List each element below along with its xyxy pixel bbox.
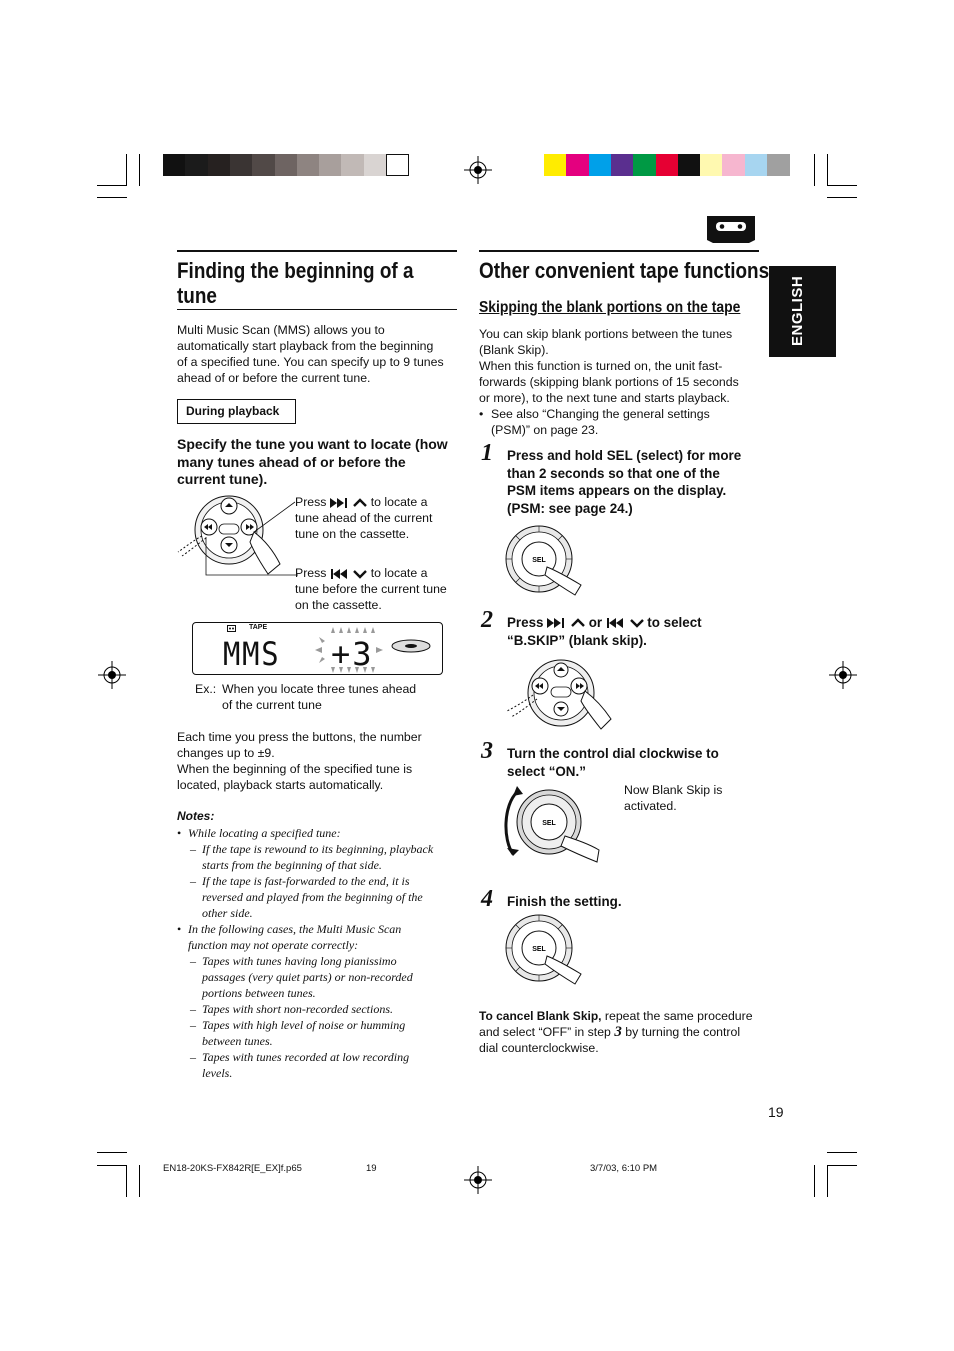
color-swatch: [319, 154, 342, 176]
note-text: between tunes.: [202, 1034, 273, 1048]
callout-text: tune before the current tune: [295, 582, 447, 596]
prev-track-icon: [330, 569, 350, 579]
note-text: portions between tunes.: [202, 986, 316, 1000]
left-body2: [177, 729, 467, 793]
left-intro: [177, 322, 467, 386]
tape-indicator-icon: [227, 625, 236, 632]
see-also-line: See also “Changing the general settings: [491, 407, 710, 421]
note-text: other side.: [202, 906, 253, 920]
disc-icon: [391, 639, 431, 653]
step3-note-line: activated.: [624, 799, 677, 813]
left-intro-line: ahead of or before the current tune.: [177, 371, 371, 385]
language-tab-label: ENGLISH: [789, 275, 806, 346]
left-title-line1: Finding the beginning of a: [177, 258, 414, 283]
step3-note: [624, 782, 764, 814]
callout-press: Press: [295, 495, 327, 509]
step-line: (PSM: see page 24.): [507, 500, 633, 516]
color-swatch: [341, 154, 364, 176]
cancel-text: by turning the control: [625, 1025, 741, 1039]
color-swatch: [611, 154, 634, 176]
note-text: Tapes with tunes recorded at low recording: [202, 1050, 410, 1064]
cancel-instructions: [479, 1008, 761, 1056]
sel-label: SEL: [532, 557, 546, 564]
cancel-step-ref: 3: [614, 1024, 622, 1040]
right-intro-line: forwards (skipping blank portions of 15 seconds: [479, 375, 739, 389]
note-line: [177, 1065, 467, 1081]
step1-text: [507, 447, 767, 517]
note-line: [177, 841, 467, 857]
lcd-value-text: +3: [331, 635, 374, 673]
color-swatch: [297, 154, 320, 176]
notes-list: [177, 825, 467, 1081]
color-swatch: [230, 154, 253, 176]
step2-or: or: [588, 615, 603, 630]
right-subtitle: [479, 299, 779, 317]
up-arrow-icon: [353, 498, 367, 508]
step4-text: Finish the setting.: [507, 894, 622, 909]
color-swatch: [745, 154, 768, 176]
color-swatch: [656, 154, 679, 176]
bullet-dot: •: [177, 826, 182, 840]
callout-text: on the cassette.: [295, 598, 382, 612]
prev-track-icon: [606, 618, 626, 628]
up-arrow-icon: [571, 618, 585, 628]
note-text: levels.: [202, 1066, 233, 1080]
notes-heading: Notes:: [177, 809, 215, 823]
dash-marker: –: [190, 1050, 196, 1064]
left-intro-line: Multi Music Scan (MMS) allows you to: [177, 323, 385, 337]
left-instruction: [177, 436, 467, 489]
sel-label: SEL: [532, 946, 546, 953]
footer-file: EN18-20KS-FX842R[E_EX]f.p65: [163, 1163, 302, 1174]
right-intro-line: (Blank Skip).: [479, 343, 549, 357]
down-arrow-icon: [353, 569, 367, 579]
note-text: If the tape is rewound to its beginning, playback: [202, 842, 434, 856]
dash-marker: –: [190, 1018, 196, 1032]
left-section-rule: [177, 250, 457, 252]
control-pad-illustration: [505, 657, 617, 733]
right-section-rule: [479, 250, 759, 252]
cancel-bold: To cancel Blank Skip,: [479, 1009, 602, 1023]
left-title-line2: tune: [177, 283, 217, 308]
sel-label: SEL: [542, 820, 556, 827]
note-line: [177, 873, 467, 889]
note-text: Tapes with high level of noise or humming: [202, 1018, 406, 1032]
dash-marker: –: [190, 842, 196, 856]
left-title-underline: [177, 309, 457, 310]
bullet-dot: •: [479, 407, 484, 421]
color-swatch: [700, 154, 723, 176]
note-text: While locating a specified tune:: [188, 826, 341, 840]
next-track-icon: [547, 618, 567, 628]
color-swatch: [252, 154, 275, 176]
next-track-icon: [330, 498, 350, 508]
color-swatch: [544, 154, 567, 176]
right-intro-line: You can skip blank portions between the tunes: [479, 327, 733, 341]
step3-text: [507, 745, 767, 780]
note-text: starts from the beginning of that side.: [202, 858, 382, 872]
step-line: select “ON.”: [507, 763, 586, 779]
cassette-icon: [705, 214, 757, 244]
example-line: When you locate three tunes ahead: [222, 682, 417, 696]
example-line: of the current tune: [222, 698, 322, 712]
instruction-line: many tunes ahead of or before the: [177, 453, 406, 470]
mode-box-label: During playback: [186, 404, 280, 418]
note-text: reversed and played from the beginning of the: [202, 890, 423, 904]
footer-timestamp: 3/7/03, 6:10 PM: [590, 1163, 658, 1174]
left-intro-line: automatically start playback from the beginning: [177, 339, 434, 353]
step-line: Press and hold SEL (select) for more: [507, 448, 742, 463]
lcd-tape-label: TAPE: [249, 624, 268, 631]
note-line: [177, 937, 467, 953]
dash-marker: –: [190, 874, 196, 888]
right-subtitle-text: Skipping the blank portions on the tape: [479, 299, 741, 316]
note-text: In the following cases, the Multi Music Scan: [188, 922, 402, 936]
note-line: [177, 953, 467, 969]
color-swatch: [633, 154, 656, 176]
cancel-text: and select “OFF” in step: [479, 1025, 611, 1039]
color-swatch: [566, 154, 589, 176]
color-swatch: [208, 154, 231, 176]
note-line: [177, 921, 467, 937]
note-text: If the tape is fast-forwarded to the end, it is: [202, 874, 410, 888]
cancel-text: repeat the same procedure: [601, 1009, 753, 1023]
cancel-text: dial counterclockwise.: [479, 1041, 599, 1055]
step4-number: 4: [481, 886, 493, 912]
step2-number: 2: [481, 607, 493, 633]
down-arrow-icon: [630, 618, 644, 628]
note-line: [177, 1017, 467, 1033]
note-line: [177, 1001, 467, 1017]
callout-text: to locate a: [370, 566, 428, 580]
note-line: [177, 1033, 467, 1049]
color-swatch: [163, 154, 186, 176]
crosshair-icon: [464, 156, 492, 184]
footer-file-page: 19: [366, 1163, 377, 1174]
sel-dial-press-illustration: [505, 914, 585, 986]
note-text: passages (very quiet parts) or non-recorded: [202, 970, 413, 984]
note-line: [177, 905, 467, 921]
color-swatch: [275, 154, 298, 176]
note-line: [177, 825, 467, 841]
color-swatch: [185, 154, 208, 176]
color-swatch: [722, 154, 745, 176]
instruction-line: Specify the tune you want to locate (how: [177, 436, 448, 452]
color-swatch: [386, 154, 409, 176]
sel-dial-press-illustration: [505, 525, 585, 597]
instruction-line: current tune).: [177, 471, 268, 488]
crosshair-icon: [829, 661, 857, 689]
note-line: [177, 857, 467, 873]
example-caption: [195, 681, 465, 713]
note-text: Tapes with tunes having long pianissimo: [202, 954, 397, 968]
color-swatch: [364, 154, 387, 176]
callout-text: tune on the cassette.: [295, 527, 410, 541]
body-line: When the beginning of the specified tune is: [177, 762, 413, 776]
callout-ahead: [295, 494, 465, 542]
right-intro-line: or more), to the next tune and starts playback.: [479, 391, 730, 405]
step2-text: [507, 614, 767, 649]
step2-press: Press: [507, 615, 544, 630]
body-line: changes up to ±9.: [177, 746, 275, 760]
left-intro-line: of a specified tune. You can specify up to 9 tunes: [177, 355, 444, 369]
note-line: [177, 969, 467, 985]
note-line: [177, 1049, 467, 1065]
see-also-line: (PSM)” on page 23.: [491, 423, 599, 437]
right-title-text: Other convenient tape functions: [479, 258, 770, 283]
language-tab: [769, 266, 836, 357]
dash-marker: –: [190, 1002, 196, 1016]
page-number: 19: [768, 1104, 784, 1120]
right-intro-line: When this function is turned on, the unit fast-: [479, 359, 723, 373]
callout-text: to locate a: [370, 495, 428, 509]
step2-rest: to select: [647, 615, 702, 630]
color-swatch: [589, 154, 612, 176]
color-swatch: [767, 154, 790, 176]
example-prefix: Ex.:: [195, 682, 217, 696]
step-line: “B.SKIP” (blank skip).: [507, 632, 647, 648]
right-title: [479, 258, 769, 283]
body-line: Each time you press the buttons, the number: [177, 730, 422, 744]
step-line: than 2 seconds so that one of the: [507, 465, 720, 481]
crosshair-icon: [464, 1166, 492, 1194]
step-line: PSM items appears on the display.: [507, 483, 727, 499]
lcd-display: [192, 622, 443, 675]
sel-dial-rotate-illustration: [503, 784, 601, 864]
step3-number: 3: [481, 738, 493, 764]
bullet-dot: •: [177, 922, 182, 936]
note-text: Tapes with short non-recorded sections.: [202, 1002, 393, 1016]
control-pad-illustration: [176, 492, 301, 578]
lcd-mode-text: MMS: [223, 635, 281, 673]
callout-press: Press: [295, 566, 327, 580]
step1-number: 1: [481, 440, 493, 466]
note-line: [177, 889, 467, 905]
left-title: [177, 258, 467, 308]
note-text: function may not operate correctly:: [188, 938, 359, 952]
callout-before: [295, 565, 465, 613]
color-swatch: [678, 154, 701, 176]
dash-marker: –: [190, 954, 196, 968]
callout-text: tune ahead of the current: [295, 511, 433, 525]
step3-note-line: Now Blank Skip is: [624, 783, 723, 797]
crosshair-icon: [98, 661, 126, 689]
mode-box: [177, 399, 296, 424]
note-line: [177, 985, 467, 1001]
right-intro: [479, 326, 769, 438]
body-line: located, playback starts automatically.: [177, 778, 384, 792]
step-line: Turn the control dial clockwise to: [507, 746, 719, 761]
